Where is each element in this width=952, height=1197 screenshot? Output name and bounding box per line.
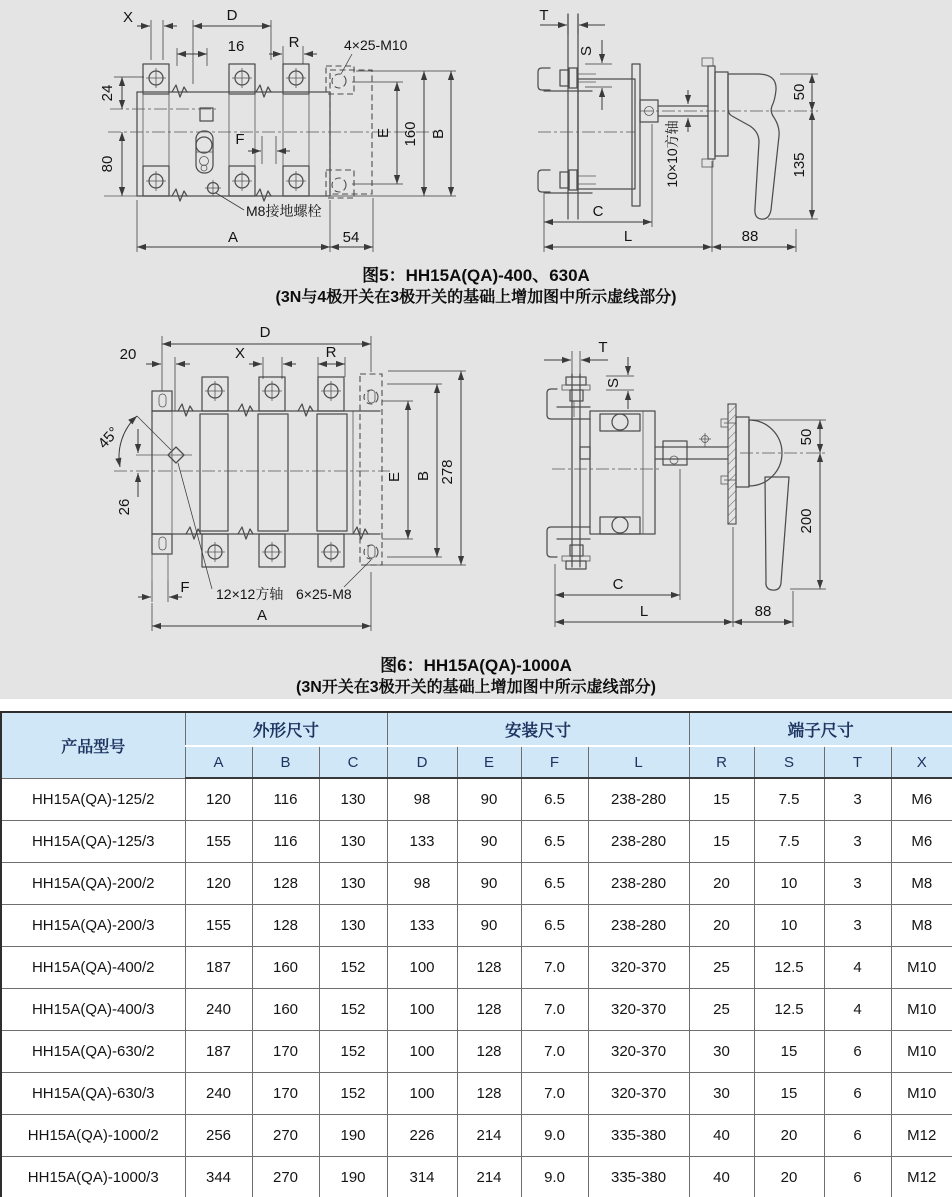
dim-label-a: A xyxy=(256,607,268,624)
value-cell: 90 xyxy=(457,778,521,821)
value-cell: 314 xyxy=(387,1157,457,1197)
dim-label-f: F xyxy=(180,579,190,596)
value-cell: 130 xyxy=(319,863,387,905)
value-cell: 160 xyxy=(252,989,319,1031)
value-cell: M10 xyxy=(891,1073,952,1115)
value-cell: 12.5 xyxy=(754,989,824,1031)
value-cell: 3 xyxy=(824,821,891,863)
value-cell: 7.0 xyxy=(521,989,588,1031)
header-model: 产品型号 xyxy=(1,712,185,778)
value-cell: 20 xyxy=(689,863,754,905)
fig6-side-body xyxy=(547,374,789,590)
value-cell: 20 xyxy=(754,1115,824,1157)
value-cell: 152 xyxy=(319,989,387,1031)
value-cell: 100 xyxy=(387,947,457,989)
value-cell: 152 xyxy=(319,1031,387,1073)
dim-label-t: T xyxy=(539,7,549,24)
value-cell: M12 xyxy=(891,1157,952,1197)
dim-label-x: X xyxy=(234,345,246,362)
model-cell: HH15A(QA)-1000/3 xyxy=(1,1157,185,1197)
value-cell: 20 xyxy=(754,1157,824,1197)
header-mount-dims: 安装尺寸 xyxy=(387,712,689,746)
value-cell: 226 xyxy=(387,1115,457,1157)
fig6-caption xyxy=(0,655,952,699)
fig6-side-view-drawing xyxy=(500,319,940,649)
dim-label-50: 50 xyxy=(791,83,808,101)
fig5-caption-note: (3N与4极开关在3极开关的基础上增加图中所示虚线部分) xyxy=(275,289,677,306)
value-cell: 7.0 xyxy=(521,947,588,989)
dim-label-160: 160 xyxy=(402,121,419,147)
value-cell: 15 xyxy=(754,1031,824,1073)
model-cell: HH15A(QA)-125/2 xyxy=(1,778,185,821)
dim-label-16: 16 xyxy=(227,38,245,55)
model-cell: HH15A(QA)-400/3 xyxy=(1,989,185,1031)
value-cell: 25 xyxy=(689,947,754,989)
table-row xyxy=(1,821,952,863)
fig6-dashed-pole xyxy=(360,374,382,565)
value-cell: 40 xyxy=(689,1115,754,1157)
value-cell: 3 xyxy=(824,905,891,947)
dim-label-d: D xyxy=(259,324,271,341)
bolt-spec-label: 6×25-M8 xyxy=(296,586,352,602)
value-cell: 128 xyxy=(457,1031,521,1073)
header-col-e: E xyxy=(457,746,521,778)
value-cell: 15 xyxy=(689,821,754,863)
dim-label-24: 24 xyxy=(99,84,116,102)
value-cell: 190 xyxy=(319,1157,387,1197)
dim-label-r: R xyxy=(288,34,300,51)
value-cell: 4 xyxy=(824,947,891,989)
value-cell: 214 xyxy=(457,1157,521,1197)
value-cell: 128 xyxy=(457,947,521,989)
value-cell: 12.5 xyxy=(754,947,824,989)
header-col-r: R xyxy=(689,746,754,778)
value-cell: 240 xyxy=(185,989,252,1031)
value-cell: 238-280 xyxy=(588,778,689,821)
dim-label-278: 278 xyxy=(439,459,456,485)
value-cell: 270 xyxy=(252,1115,319,1157)
table-row xyxy=(1,1031,952,1073)
bolt-spec-label: 4×25-M10 xyxy=(344,37,408,53)
value-cell: 270 xyxy=(252,1157,319,1197)
fig6-caption-title: 图6：HH15A(QA)-1000A xyxy=(380,656,572,675)
fig5-side-dimensions xyxy=(539,7,818,252)
value-cell: 20 xyxy=(689,905,754,947)
dim-label-l: L xyxy=(639,603,649,620)
value-cell: 15 xyxy=(689,778,754,821)
mounting-panel-hatched xyxy=(728,404,736,524)
value-cell: 6 xyxy=(824,1115,891,1157)
table-row xyxy=(1,1157,952,1197)
value-cell: 320-370 xyxy=(588,989,689,1031)
ground-bolt-label: M8接地螺栓 xyxy=(246,203,322,219)
value-cell: 3 xyxy=(824,863,891,905)
value-cell: M10 xyxy=(891,1031,952,1073)
dim-label-e: E xyxy=(386,471,403,483)
value-cell: M10 xyxy=(891,989,952,1031)
dim-label-50: 50 xyxy=(798,428,815,446)
value-cell: 320-370 xyxy=(588,1073,689,1115)
value-cell: 40 xyxy=(689,1157,754,1197)
value-cell: 128 xyxy=(457,1073,521,1115)
value-cell: 7.0 xyxy=(521,1073,588,1115)
value-cell: 214 xyxy=(457,1115,521,1157)
dim-label-80: 80 xyxy=(99,155,116,173)
value-cell: 116 xyxy=(252,778,319,821)
model-cell: HH15A(QA)-630/2 xyxy=(1,1031,185,1073)
value-cell: 90 xyxy=(457,821,521,863)
value-cell: 155 xyxy=(185,905,252,947)
value-cell: 256 xyxy=(185,1115,252,1157)
dim-label-c: C xyxy=(592,203,604,220)
value-cell: 133 xyxy=(387,905,457,947)
header-col-f: F xyxy=(521,746,588,778)
value-cell: 6 xyxy=(824,1031,891,1073)
handle-outline xyxy=(728,74,779,219)
value-cell: 30 xyxy=(689,1073,754,1115)
model-cell: HH15A(QA)-200/3 xyxy=(1,905,185,947)
value-cell: 152 xyxy=(319,1073,387,1115)
dim-label-135: 135 xyxy=(791,152,808,178)
value-cell: 6.5 xyxy=(521,778,588,821)
value-cell: 190 xyxy=(319,1115,387,1157)
header-col-t: T xyxy=(824,746,891,778)
dim-label-88: 88 xyxy=(754,603,772,620)
value-cell: 30 xyxy=(689,1031,754,1073)
dimension-spec-table xyxy=(0,711,952,1197)
header-col-b: B xyxy=(252,746,319,778)
dim-label-88: 88 xyxy=(741,228,759,245)
value-cell: 128 xyxy=(252,863,319,905)
value-cell: 15 xyxy=(754,1073,824,1115)
model-cell: HH15A(QA)-1000/2 xyxy=(1,1115,185,1157)
value-cell: 9.0 xyxy=(521,1157,588,1197)
value-cell: 7.5 xyxy=(754,821,824,863)
header-terminal-dims: 端子尺寸 xyxy=(689,712,952,746)
value-cell: 6.5 xyxy=(521,905,588,947)
header-col-d: D xyxy=(387,746,457,778)
value-cell: 130 xyxy=(319,778,387,821)
fig5-row xyxy=(0,4,952,259)
value-cell: 128 xyxy=(457,989,521,1031)
header-col-l: L xyxy=(588,746,689,778)
dim-label-r: R xyxy=(325,344,337,361)
dim-label-e: E xyxy=(375,127,392,139)
value-cell: 25 xyxy=(689,989,754,1031)
dim-label-a: A xyxy=(227,229,239,246)
value-cell: 238-280 xyxy=(588,905,689,947)
value-cell: 128 xyxy=(252,905,319,947)
table-row xyxy=(1,989,952,1031)
value-cell: 10 xyxy=(754,905,824,947)
dim-label-26: 26 xyxy=(116,498,133,516)
dim-label-d: D xyxy=(226,7,238,24)
table-row xyxy=(1,905,952,947)
value-cell: 133 xyxy=(387,821,457,863)
fig5-caption xyxy=(0,265,952,309)
value-cell: 130 xyxy=(319,905,387,947)
value-cell: 98 xyxy=(387,778,457,821)
dim-label-t: T xyxy=(598,339,608,356)
value-cell: 120 xyxy=(185,778,252,821)
value-cell: 170 xyxy=(252,1073,319,1115)
table-row xyxy=(1,1073,952,1115)
dim-label-54: 54 xyxy=(342,229,360,246)
dim-label-20: 20 xyxy=(119,346,137,363)
value-cell: 238-280 xyxy=(588,863,689,905)
value-cell: 6.5 xyxy=(521,821,588,863)
value-cell: 152 xyxy=(319,947,387,989)
value-cell: 160 xyxy=(252,947,319,989)
value-cell: 100 xyxy=(387,1031,457,1073)
fig6-caption-note: (3N开关在3极开关的基础上增加图中所示虚线部分) xyxy=(295,679,656,696)
dim-label-200: 200 xyxy=(798,508,815,534)
dim-label-b: B xyxy=(430,128,447,140)
value-cell: 100 xyxy=(387,989,457,1031)
value-cell: 120 xyxy=(185,863,252,905)
value-cell: 344 xyxy=(185,1157,252,1197)
value-cell: 170 xyxy=(252,1031,319,1073)
dim-label-x: X xyxy=(122,9,134,26)
value-cell: 240 xyxy=(185,1073,252,1115)
dim-label-45deg: 45° xyxy=(94,423,123,453)
value-cell: 90 xyxy=(457,863,521,905)
model-cell: HH15A(QA)-125/3 xyxy=(1,821,185,863)
fig5-front-view-drawing xyxy=(0,4,470,259)
value-cell: 335-380 xyxy=(588,1157,689,1197)
handle-grip-outline xyxy=(765,477,789,590)
table-row xyxy=(1,947,952,989)
value-cell: 100 xyxy=(387,1073,457,1115)
model-cell: HH15A(QA)-630/3 xyxy=(1,1073,185,1115)
square-shaft-label: 12×12方轴 xyxy=(216,586,284,602)
value-cell: M6 xyxy=(891,821,952,863)
value-cell: 335-380 xyxy=(588,1115,689,1157)
value-cell: 238-280 xyxy=(588,821,689,863)
fig6-front-body xyxy=(114,374,390,581)
value-cell: 6 xyxy=(824,1073,891,1115)
value-cell: 7.0 xyxy=(521,1031,588,1073)
header-col-c: C xyxy=(319,746,387,778)
value-cell: 320-370 xyxy=(588,1031,689,1073)
value-cell: M6 xyxy=(891,778,952,821)
fig6-front-dimensions xyxy=(95,324,466,631)
value-cell: M8 xyxy=(891,905,952,947)
dim-label-l: L xyxy=(623,228,633,245)
value-cell: 10 xyxy=(754,863,824,905)
value-cell: 116 xyxy=(252,821,319,863)
model-cell: HH15A(QA)-200/2 xyxy=(1,863,185,905)
value-cell: 98 xyxy=(387,863,457,905)
value-cell: 320-370 xyxy=(588,947,689,989)
value-cell: 130 xyxy=(319,821,387,863)
value-cell: 6 xyxy=(824,1157,891,1197)
dim-label-s: S xyxy=(578,45,595,57)
table-header-groups xyxy=(1,712,952,746)
header-col-a: A xyxy=(185,746,252,778)
value-cell: M12 xyxy=(891,1115,952,1157)
value-cell: 187 xyxy=(185,1031,252,1073)
header-col-x: X xyxy=(891,746,952,778)
value-cell: 4 xyxy=(824,989,891,1031)
dim-label-b: B xyxy=(415,470,432,482)
value-cell: 155 xyxy=(185,821,252,863)
value-cell: M8 xyxy=(891,863,952,905)
value-cell: 3 xyxy=(824,778,891,821)
fig6-front-view-drawing xyxy=(0,319,500,649)
value-cell: M10 xyxy=(891,947,952,989)
value-cell: 187 xyxy=(185,947,252,989)
value-cell: 9.0 xyxy=(521,1115,588,1157)
header-outline-dims: 外形尺寸 xyxy=(185,712,387,746)
square-shaft-label: 10×10方轴 xyxy=(664,120,680,188)
value-cell: 90 xyxy=(457,905,521,947)
table-row xyxy=(1,863,952,905)
header-col-s: S xyxy=(754,746,824,778)
value-cell: 6.5 xyxy=(521,863,588,905)
dim-label-c: C xyxy=(612,576,624,593)
fig5-caption-title: 图5：HH15A(QA)-400、630A xyxy=(362,266,590,285)
fig5-front-dimensions xyxy=(99,7,456,252)
table-row xyxy=(1,1115,952,1157)
fig6-row xyxy=(0,319,952,649)
fig5-side-view-drawing xyxy=(500,4,930,259)
value-cell: 7.5 xyxy=(754,778,824,821)
model-cell: HH15A(QA)-400/2 xyxy=(1,947,185,989)
table-row xyxy=(1,778,952,821)
dim-label-s: S xyxy=(605,377,622,389)
dim-label-f: F xyxy=(235,131,245,148)
